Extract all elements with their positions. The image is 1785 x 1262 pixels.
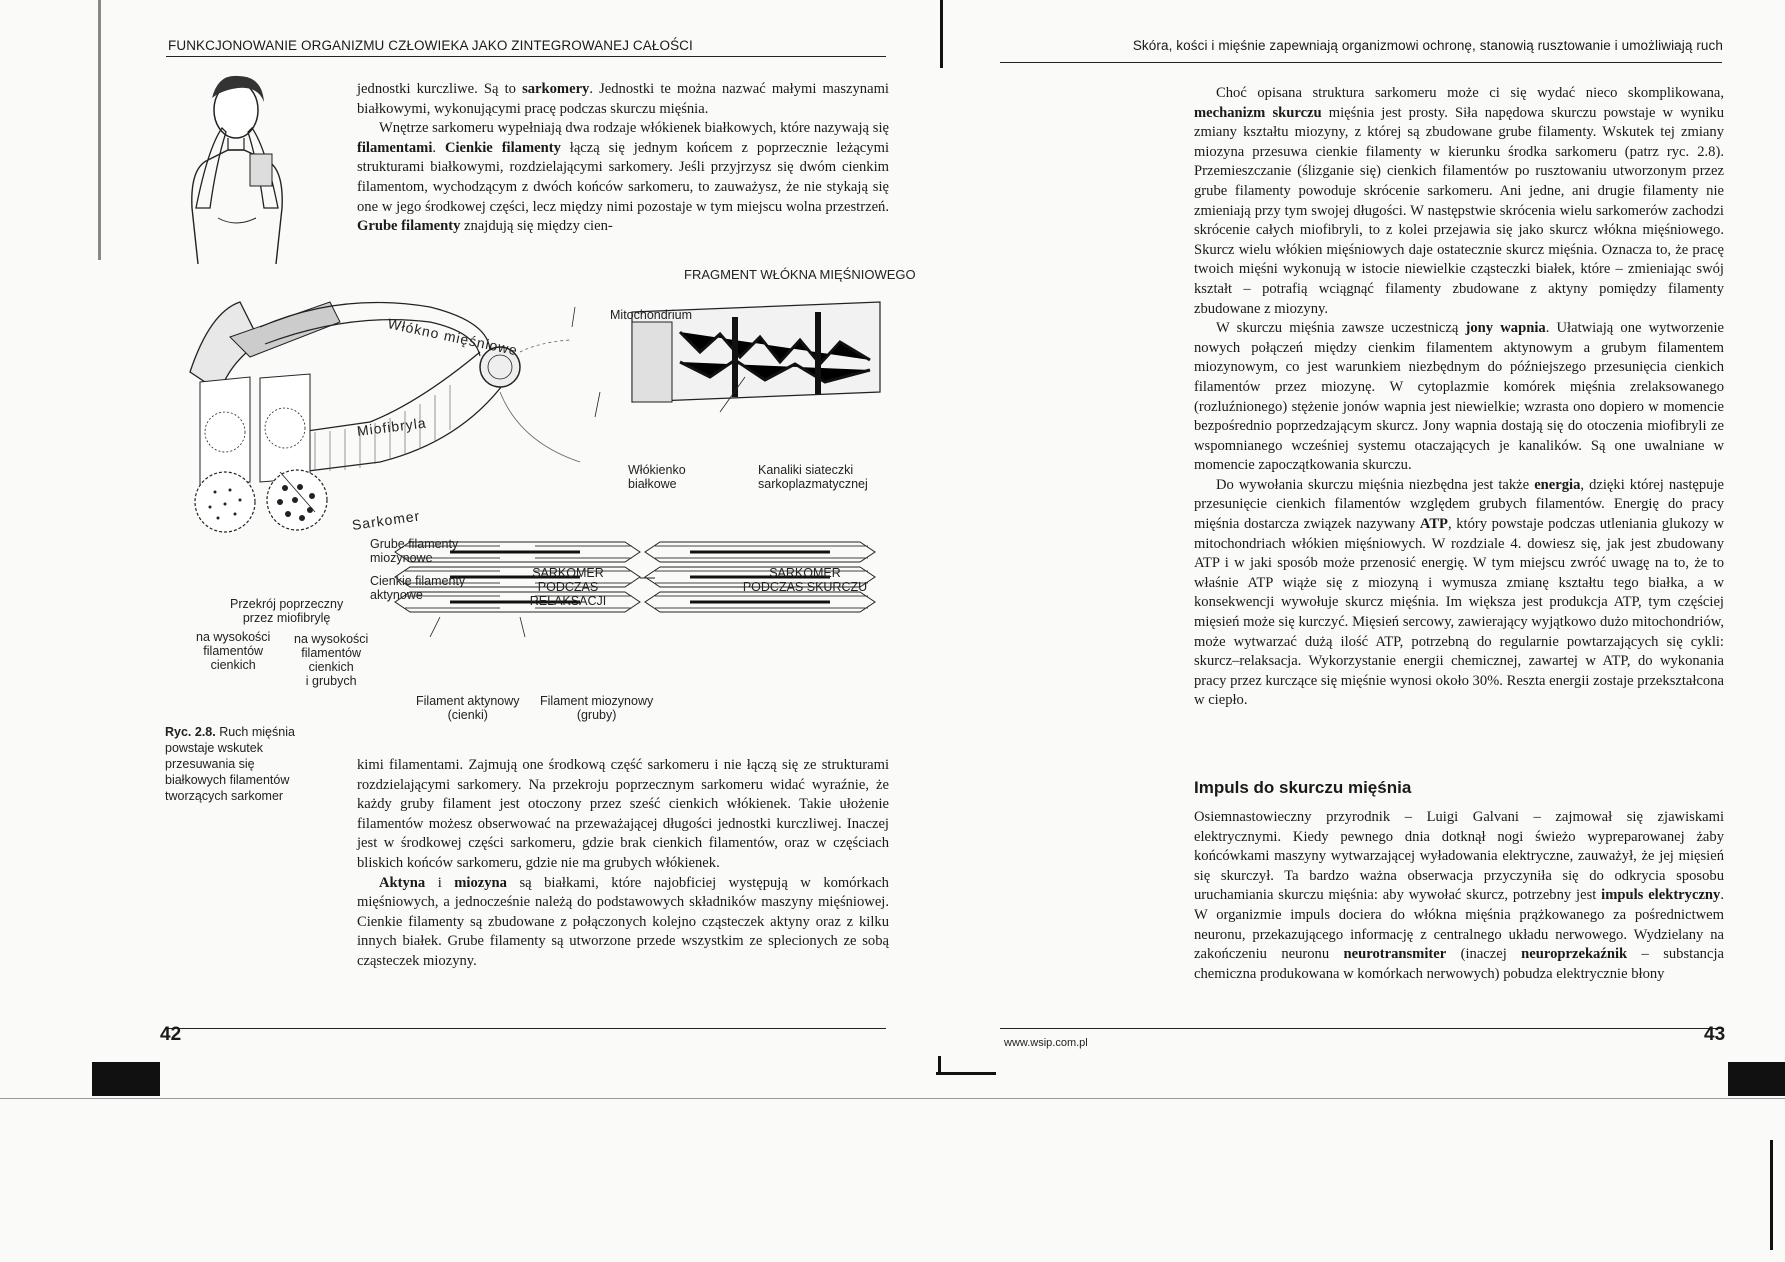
relaxed-line1: SARKOMER — [532, 566, 604, 580]
left-footer-rule — [166, 1028, 886, 1029]
spine-bottom-mark — [938, 1056, 941, 1074]
figure-caption-text: Ruch mięśnia powstaje wskutek przesuwania się białkowych filamentów tworzących sarkomer — [165, 725, 295, 803]
right-footer-rule — [1000, 1028, 1722, 1029]
channels-line2: sarkoplazmatycznej — [758, 477, 868, 491]
at-thin-line2: filamentów — [203, 644, 264, 658]
left-paragraph-top: jednostki kurczliwe. Są to sarkomery. Jednostki te można nazwać małymi maszynami białkowymi, wykonującymi pracę podczas skurczu mięśnia. Wnętrze sarkomeru wypełniają dwa rodzaje włókienek białkowych, które nazywają się filamentami. Cienkie filamenty łączą się jednym końcem z poprzecznie leżącymi strukturami białkowymi, rozdzielającymi sarkomery. Jeśli przyjrzysz się dwóm cienkim filamentom, wychodzącym z dwóch końców sarkomeru, to zauważysz, że nie stykają się one w jego środkowej części, lecz między nimi pozostaje w tym miejscu wolna przestrzeń. Grube filamenty znajdują się między cien- — [357, 81, 889, 235]
left-para3: kimi filamentami. Zajmują one środkową część sarkomeru i nie łączą się ze strukturami rozdzielającymi sarkomery. Na przekroju poprzecznym sarkomeru widać wyraźnie, że każdy gruby filament jest otoczony przez sześć cienkich włókienek. Takie ułożenie filamentów możesz obserwować na przeważającej długości jednostki kurczliwej. Inaczej jest w środkowej części sarkomeru, gdzie brak cienkich filamentów, oraz w częściach bliskich końców sarkomeru, gdzie nie ma grubych włókienek. — [357, 757, 889, 871]
at-thin-thick-label — [294, 632, 368, 688]
figure-title: FRAGMENT WŁÓKNA MIĘŚNIOWEGO — [684, 267, 916, 282]
myosin-line2: (gruby) — [576, 708, 617, 722]
protein-fibril-line1: Włókienko — [628, 463, 686, 477]
contracted-line1: SARKOMER — [769, 566, 841, 580]
actin-filament-label — [416, 694, 520, 722]
spine-top — [940, 0, 943, 68]
right-p4: Osiemnastowieczny przyrodnik – Luigi Galvani – zajmował się zjawiskami elektrycznymi. Kiedy pewnego dnia dotknął nogi świeżo wypreparowanej żaby końcówkami maszyny wytwarzającej wyładowania elektryczne, zauważył, że jej mięsień się skurczył. Ta bardzo ważna obserwacja przyczyniła się do odkrycia sposobu uruchamiania skurczu mięśnia: aby wywołać skurcz, potrzebny jest impuls elektryczny. W organizmie impuls dociera do włókna mięśnia prążkowanego za pośrednictwem neuronu, przekazującego informację z centralnego układu nerwowego. Wydzielany na zakończeniu neuronu neurotransmiter (inaczej neuroprzekaźnik – substancja chemiczna produkowana w komórkach nerwowych) pobudza elektrycznie błony — [1194, 809, 1724, 982]
right-p2: W skurczu mięśnia zawsze uczestniczą jony wapnia. Ułatwiają one wytworzenie nowych połączeń między cienkim filamentem aktynowym a grubym filamentem miozynowym, co jest warunkiem niezbędnym do późniejszego przesunięcia cienkich filamentów przez miozynę. W cytoplazmie komórek mięśnia zrelaksowanego (rozluźnionego) stężenie jonów wapnia jest niewielkie; wzrasta ono dopiero w momencie bezpośrednio poprzedzającym skurcz. Jony wapnia dostają się do otoczenia miofibryli ze wspomnianego wcześniej systemu otaczających je kanalików. Są one uwalniane w momencie zapoczątkowania skurczu. — [1194, 320, 1725, 474]
sarcomere-label: Sarkomer — [350, 507, 422, 533]
relaxed-sarcomere-label — [503, 566, 633, 608]
scan-bottom-line — [0, 1098, 1785, 1099]
footer-url: www.wsip.com.pl — [1004, 1037, 1088, 1049]
right-paragraph-top — [1194, 84, 1724, 711]
right-header-rule — [1000, 62, 1722, 63]
cross-section-label — [230, 597, 343, 625]
thin-filaments-line2: aktynowe — [370, 588, 423, 602]
left-page-number: 42 — [160, 1024, 182, 1045]
at-thin-thick-line3: cienkich — [308, 660, 354, 674]
at-thin-thick-line2: filamentów — [301, 646, 362, 660]
contracted-line2: PODCZAS SKURCZU — [742, 580, 868, 594]
scan-corner-left — [92, 1062, 160, 1096]
thick-filaments-line1: Grube filamenty — [370, 537, 459, 551]
protein-fibril-label — [628, 463, 686, 491]
actin-line2: (cienki) — [447, 708, 488, 722]
figure-caption-label: Ryc. 2.8. — [165, 725, 216, 739]
left-para4: Aktyna i miozyna są białkami, które najobficiej występują w komórkach mięśniowych, a jednocześnie należą do podstawowych składników maszyny mięśniowej. Cienkie filamenty są zbudowane z połączonych kolejno cząsteczek aktyny oraz z kilku innych białek. Grube filamenty są utworzone przede wszystkim ze splecionych ze sobą cząsteczek miozyny. — [357, 874, 889, 969]
section-heading: Impuls do skurczu mięśnia — [1194, 778, 1412, 797]
thick-filaments-line2: miozynowe — [370, 551, 433, 565]
thick-filaments-label — [370, 537, 458, 565]
scan-right-edge — [1770, 1140, 1773, 1250]
person-figure-icon — [178, 68, 296, 264]
cross-section-line2: przez miofibrylę — [242, 611, 331, 625]
scan-corner-right — [1728, 1062, 1785, 1096]
left-paragraph-bottom — [357, 756, 889, 972]
myosin-filament-label — [540, 694, 653, 722]
protein-fibril-line2: białkowe — [628, 477, 677, 491]
fiber-label: Włókno mięśniowe — [386, 315, 520, 359]
myosin-line1: Filament miozynowy — [540, 694, 654, 708]
myofibril-label: Miofibryla — [356, 414, 428, 439]
channels-line1: Kanaliki siateczki — [758, 463, 854, 477]
at-thin-line1: na wysokości — [196, 630, 271, 644]
at-thin-line3: cienkich — [210, 658, 256, 672]
right-p3: Do wywołania skurczu mięśnia niezbędna jest także energia, dzięki której następuje przesunięcie cienkich filamentów względem grubych filamentów. Energię do pracy mięśnia dostarcza związek nazywany ATP, który powstaje podczas utleniania glukozy w mitochondriach włókien mięśniowych. W rozdziale 4. dowiesz się, jak jest zbudowany ATP i w jaki sposób może przenosić energię. W tym miejscu zwróć uwagę na to, że to właśnie ATP wiąże się z miozyną i wymusza zmianę kształtu tego białka, a w konsekwencji wywołuje skurcz mięśnia. Im większa jest produkcja ATP, tym częściej mięsień może się kurczyć. Mięsień sercowy, zawierający wyjątkowo dużo mitochondriów, może wytwarzać dużą ilość ATP, potrzebną do regularnie powtarzających się cykli: skurcz–relaksacja. Wykorzystanie energii chemicznej, zawartej w ATP, do wykonania pracy przez kurczące się mięśnie wynosi około 30%. Reszta energii zostaje przekształcona w ciepło. — [1194, 476, 1724, 709]
thin-filaments-line1: Cienkie filamenty — [370, 574, 466, 588]
scan-edge-left-top — [98, 0, 101, 260]
right-running-header: Skóra, kości i mięśnie zapewniają organizmowi ochronę, stanowią rusztowanie i umożliwiają ruch — [1132, 38, 1723, 53]
left-running-header: FUNKCJONOWANIE ORGANIZMU CZŁOWIEKA JAKO ZINTEGROWANEJ CAŁOŚCI — [168, 38, 693, 53]
figure-caption — [165, 724, 305, 804]
spine-bottom — [936, 1072, 996, 1075]
right-page-number: 43 — [1704, 1024, 1726, 1045]
right-paragraph-bottom — [1194, 808, 1724, 984]
at-thin-label — [196, 630, 270, 672]
at-thin-thick-line1: na wysokości — [294, 632, 369, 646]
contracted-sarcomere-label — [740, 566, 870, 594]
mitochondrium-label: Mitochondrium — [610, 308, 692, 322]
cross-section-line1: Przekrój poprzeczny — [230, 597, 344, 611]
at-thin-thick-line4: i grubych — [305, 674, 357, 688]
muscle-fiber-diagram — [180, 282, 900, 722]
thin-filaments-label — [370, 574, 465, 602]
relaxed-line2: PODCZAS RELAKSACJI — [529, 580, 607, 608]
right-p1: Choć opisana struktura sarkomeru może ci się wydać nieco skomplikowana, mechanizm skurczu mięśnia jest prosty. Siła napędowa skurczu powstaje w wyniku zmiany kształtu miozyny, z której są zbudowane grube filamenty. Wskutek tej zmiany miozyna przesuwa cienkie filamenty w kierunku środka sarkomeru (patrz ryc. 2.8). Przemieszczanie (ślizganie się) cienkich filamentów po rusztowaniu utworzonym przez grube filamenty powoduje skrócenie sarkomeru. Ani jedne, ani drugie filamenty nie zmieniają przy tym swojej długości. W następstwie skrócenia wielu sarkomerów zachodzi skrócenie całych miofibryli, to z kolei przejawia się jako skurcz włókna mięśniowego. Skurcz wielu włókien mięśniowych daje ostatecznie skurcz mięśnia. Oznacza to, że pracę twoich mięśni wykonują w istocie niewielkie cząsteczki białek, które – zmieniając swój kształt – potrafią wciągnąć filamenty zbudowane z aktyny pomiędzy filamenty zbudowane z miozyny. — [1194, 85, 1724, 317]
left-header-rule — [166, 56, 886, 57]
channels-label — [758, 463, 868, 491]
actin-line1: Filament aktynowy — [416, 694, 520, 708]
